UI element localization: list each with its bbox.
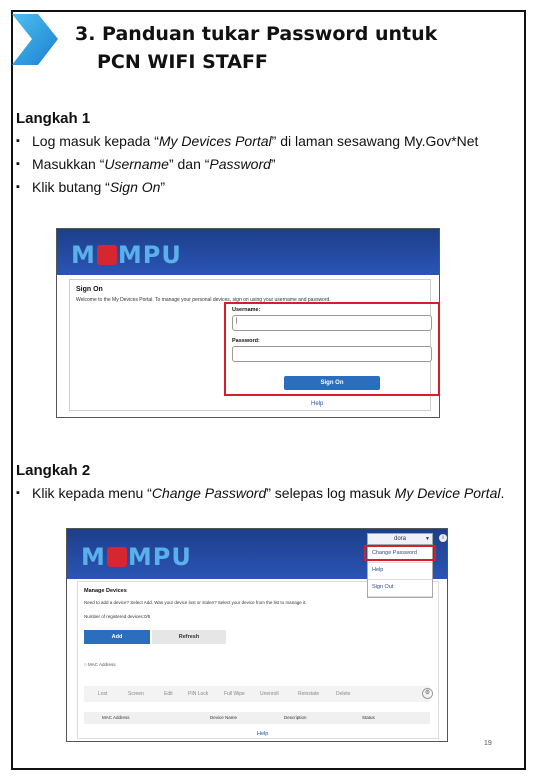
- device-table-header: [84, 712, 430, 724]
- action-unenroll[interactable]: Unenroll: [260, 691, 279, 697]
- signon-panel: [69, 279, 431, 411]
- action-screen[interactable]: Screen: [128, 691, 144, 697]
- signon-screenshot: [56, 228, 440, 418]
- step1-bullet-1: ▪ Log masuk kepada “My Devices Portal” di laman sesawang My.Gov*Net: [16, 132, 506, 150]
- column-description[interactable]: Description: [284, 712, 307, 724]
- step1-bullets: [16, 132, 506, 201]
- registered-count: Number of registered devices:0/5: [84, 614, 151, 619]
- action-lost[interactable]: Lost: [98, 691, 108, 697]
- change-password-highlight: [364, 545, 436, 561]
- column-mac-address[interactable]: MAC Address: [102, 712, 130, 724]
- action-edit[interactable]: Edit: [164, 691, 173, 697]
- page-number: 19: [484, 740, 492, 747]
- chevron-down-icon: ▼: [425, 536, 430, 542]
- manage-devices-panel: [77, 581, 439, 739]
- step1-heading: Langkah 1: [16, 110, 91, 127]
- password-label: Password:: [232, 338, 260, 344]
- step1-bullet-3: ▪ Klik butang “Sign On”: [16, 178, 506, 196]
- manage-devices-title: Manage Devices: [84, 588, 127, 594]
- mac-address-radio[interactable]: ○ MAC Address: [84, 662, 116, 667]
- password-input[interactable]: [232, 346, 432, 362]
- signon-button[interactable]: Sign On: [284, 376, 380, 390]
- mampu-logo: M MPU: [71, 241, 182, 269]
- page-title: [75, 20, 495, 76]
- menu-item-help[interactable]: Help: [368, 563, 432, 580]
- action-pin-lock[interactable]: PIN Lock: [188, 691, 209, 697]
- step2-bullet-1: ▪ Klik kepada menu “Change Password” selepas log masuk My Device Portal.: [16, 484, 506, 502]
- action-reinstate[interactable]: Reinstate: [298, 691, 320, 697]
- credentials-highlight: [224, 302, 440, 396]
- signon-title: Sign On: [76, 286, 103, 293]
- add-button[interactable]: Add: [84, 630, 150, 644]
- title-line-1: 3. Panduan tukar Password untuk: [75, 23, 438, 45]
- portal-banner: [57, 229, 439, 275]
- device-action-bar: [84, 686, 430, 702]
- step2-heading: Langkah 2: [16, 462, 91, 479]
- info-icon[interactable]: i: [439, 534, 447, 542]
- mampu-logo: M MPU: [81, 543, 192, 571]
- column-status[interactable]: Status: [362, 712, 375, 724]
- help-link[interactable]: Help: [257, 731, 269, 737]
- action-full-wipe[interactable]: Full Wipe: [224, 691, 245, 697]
- chevron-arrow-icon: [10, 12, 60, 67]
- gear-icon[interactable]: ⚙: [422, 688, 433, 699]
- step1-bullet-2: ▪ Masukkan “Username” dan “Password”: [16, 155, 506, 173]
- step2-bullets: [16, 484, 506, 507]
- refresh-button[interactable]: Refresh: [152, 630, 226, 644]
- manage-instructions: Need to add a device? Select Add. Was your device lost or stolen? Select your device from the list to manage it.: [84, 600, 307, 605]
- menu-item-sign-out[interactable]: Sign Out: [368, 580, 432, 597]
- user-dropdown[interactable]: dora ▼: [367, 533, 433, 545]
- menu-item-change-password[interactable]: Change Password: [368, 546, 432, 563]
- manage-devices-screenshot: [66, 528, 448, 742]
- username-input[interactable]: |: [232, 315, 432, 331]
- column-device-name[interactable]: Device Name: [210, 712, 237, 724]
- username-label: Username:: [232, 307, 261, 313]
- help-link[interactable]: Help: [311, 401, 324, 407]
- title-line-2: PCN WIFI STAFF: [97, 51, 268, 73]
- action-delete[interactable]: Delete: [336, 691, 351, 697]
- signon-welcome-text: Welcome to the My Devices Portal. To manage your personal devices, sign on using your username and password.: [76, 297, 331, 303]
